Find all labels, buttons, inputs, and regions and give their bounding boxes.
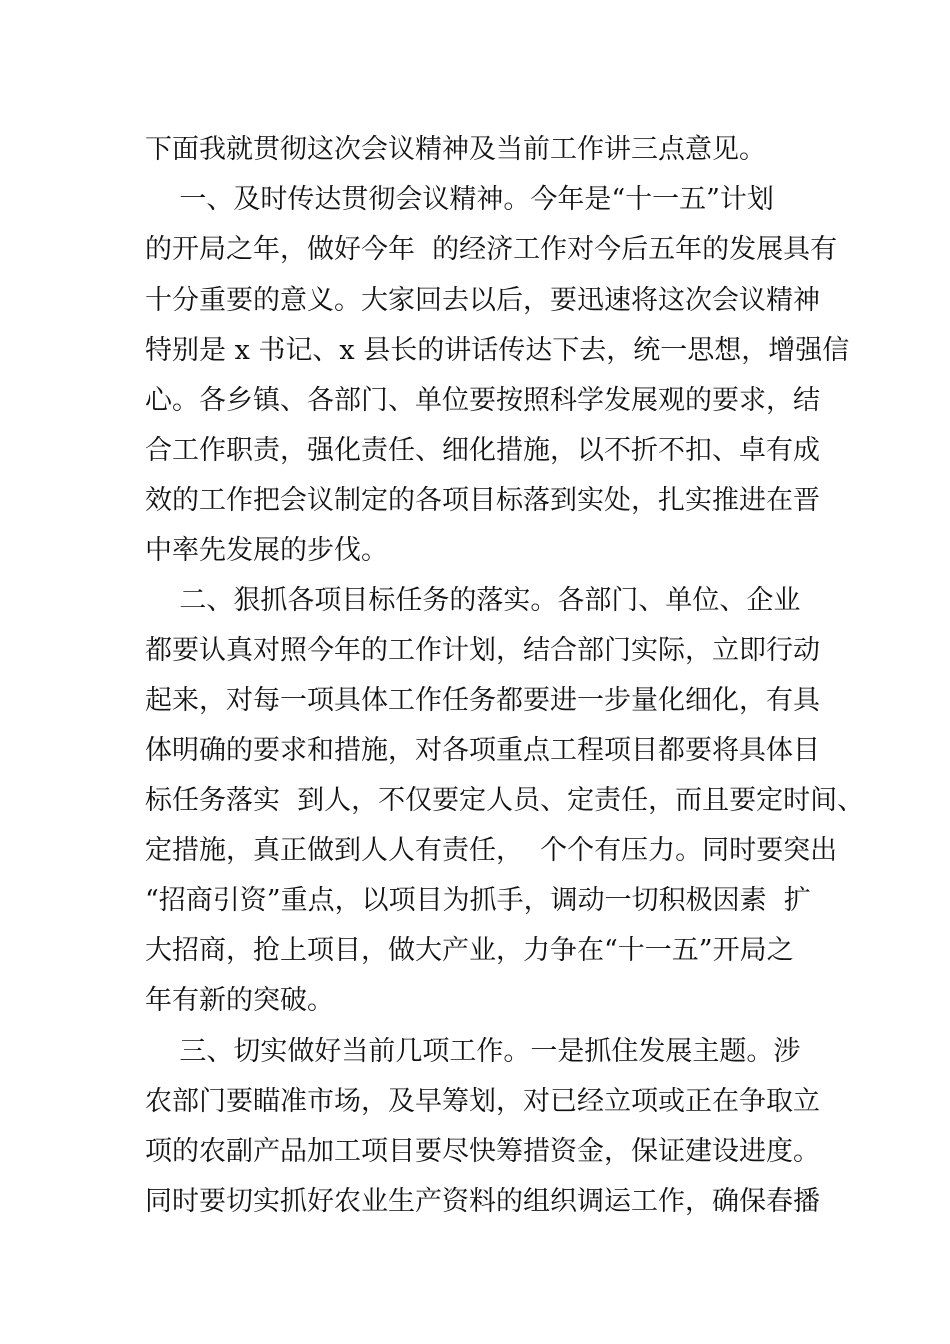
text-line: 十分重要的意义。大家回去以后，要迅速将这次会议精神 (145, 285, 820, 316)
text-line: 三、切实做好当前几项工作。一是抓住发展主题。涉 (145, 1036, 801, 1067)
text-line: 特别是 x 书记、x 县长的讲话传达下去，统一思想，增强信 (145, 335, 850, 366)
text-line: 同时要切实抓好农业生产资料的组织调运工作，确保春播 (145, 1186, 820, 1217)
text-line: 农部门要瞄准市场，及早筹划，对已经立项或正在争取立 (145, 1086, 820, 1117)
text-line: 二、狠抓各项目标任务的落实。各部门、单位、企业 (145, 585, 801, 616)
text-line: 体明确的要求和措施，对各项重点工程项目都要将具体目 (145, 735, 820, 766)
text-line: 年有新的突破。 (145, 985, 334, 1016)
text-line: 的开局之年，做好今年 的经济工作对今后五年的发展具有 (145, 234, 838, 265)
text-line: 一、及时传达贯彻会议精神。今年是“十一五”计划 (145, 184, 774, 215)
text-line: 中率先发展的步伐。 (145, 535, 388, 566)
text-line: 效的工作把会议制定的各项目标落到实处，扎实推进在晋 (145, 485, 820, 516)
text-line: 起来，对每一项具体工作任务都要进一步量化细化，有具 (145, 685, 820, 716)
text-line: 下面我就贯彻这次会议精神及当前工作讲三点意见。 (145, 134, 766, 165)
text-line: 项的农副产品加工项目要尽快筹措资金，保证建设进度。 (145, 1136, 820, 1167)
text-line: 大招商，抢上项目，做大产业，力争在“十一五”开局之 (145, 935, 794, 966)
text-line: 都要认真对照今年的工作计划，结合部门实际，立即行动 (145, 635, 820, 666)
text-line: 标任务落实 到人，不仅要定人员、定责任，而且要定时间、 (145, 785, 865, 816)
text-line: 合工作职责，强化责任、细化措施，以不折不扣、卓有成 (145, 435, 820, 466)
text-line: 定措施，真正做到人人有责任， 个个有压力。同时要突出 (145, 835, 838, 866)
text-line: 心。各乡镇、各部门、单位要按照科学发展观的要求，结 (145, 385, 820, 416)
text-line: “招商引资”重点，以项目为抓手，调动一切积极因素 扩 (145, 885, 811, 916)
